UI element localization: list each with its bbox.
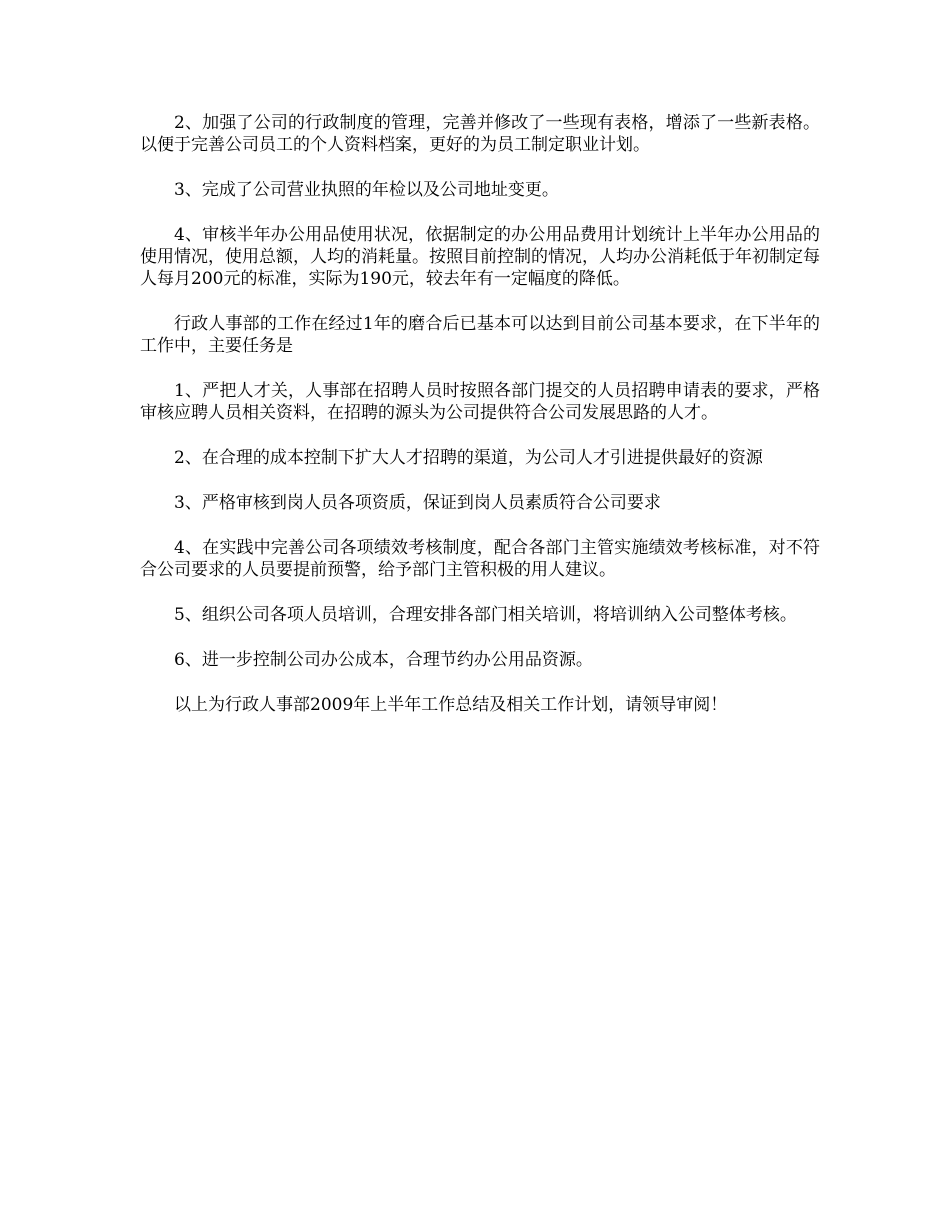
paragraph-task-1: 1、严把人才关，人事部在招聘人员时按照各部门提交的人员招聘申请表的要求，严格审核应聘人员相关资料，在招聘的源头为公司提供符合公司发展思路的人才。 bbox=[140, 381, 820, 423]
paragraph-admin-system: 2、加强了公司的行政制度的管理，完善并修改了一些现有表格，增添了一些新表格。以便于完善公司员工的个人资料档案，更好的为员工制定职业计划。 bbox=[140, 113, 820, 155]
paragraph-task-4: 4、在实践中完善公司各项绩效考核制度，配合各部门主管实施绩效考核标准，对不符合公司要求的人员要提前预警，给予部门主管积极的用人建议。 bbox=[140, 538, 820, 580]
paragraph-task-6: 6、进一步控制公司办公成本，合理节约办公用品资源。 bbox=[174, 650, 593, 670]
document-page bbox=[140, 112, 820, 739]
paragraph-office-supplies: 4、审核半年办公用品使用状况，依据制定的办公用品费用计划统计上半年办公用品的使用情况，使用总额，人均的消耗量。按照目前控制的情况，人均办公消耗低于年初制定每人每月200元的标准，实际为190元，较去年有一定幅度的降低。 bbox=[140, 225, 820, 289]
paragraph-license-inspection: 3、完成了公司营业执照的年检以及公司地址变更。 bbox=[174, 180, 559, 200]
paragraph-task-2: 2、在合理的成本控制下扩大人才招聘的渠道，为公司人才引进提供最好的资源 bbox=[174, 448, 763, 468]
paragraph-task-3: 3、严格审核到岗人员各项资质，保证到岗人员素质符合公司要求 bbox=[174, 493, 661, 513]
paragraph-second-half-intro: 行政人事部的工作在经过1年的磨合后已基本可以达到目前公司基本要求，在下半年的工作中，主要任务是 bbox=[140, 314, 820, 356]
paragraph-task-5: 5、组织公司各项人员培训，合理安排各部门相关培训，将培训纳入公司整体考核。 bbox=[174, 605, 797, 625]
paragraph-closing: 以上为行政人事部2009年上半年工作总结及相关工作计划，请领导审阅！ bbox=[174, 695, 728, 715]
